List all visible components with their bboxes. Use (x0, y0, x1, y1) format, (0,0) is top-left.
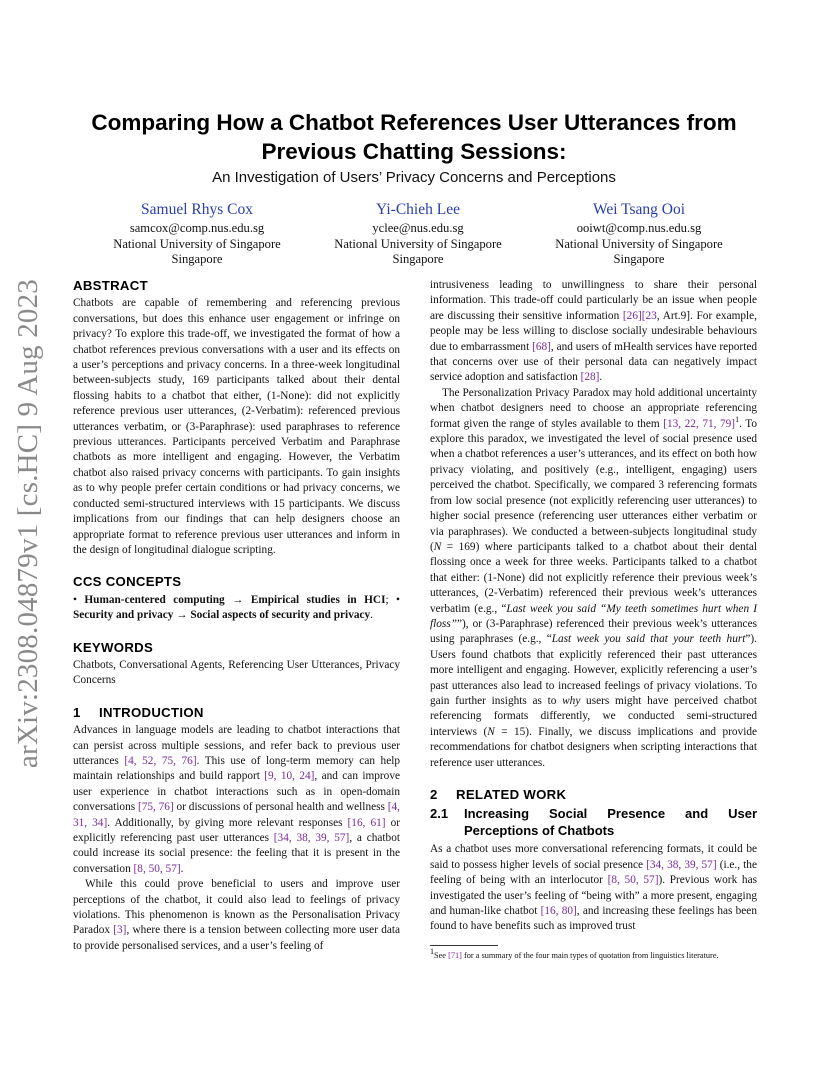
author (92, 200, 302, 268)
author-block (92, 200, 744, 268)
intro-paragraph: While this could prove beneficial to users and improve user perceptions of the chatbot, it could also lead to feelings of privacy violations. This phenomenon is known as the Personalisation Privacy Paradox [3], where there is a tension between collecting more user data to provide personalised services, and a user’s feeling of (73, 878, 401, 952)
author-location: Singapore (171, 252, 223, 267)
paper-title: Comparing How a Chatbot References User Utterances from Previous Chatting Sessions: (91, 110, 737, 164)
subsection-heading: 2.1 Increasing Social Presence and User Perceptions of Chatbots (430, 806, 757, 839)
author-affiliation: National University of Singapore (334, 236, 502, 251)
ccs-text: • Human-centered computing → Empirical studies in HCI; • Security and privacy → Social aspects of security and privacy. (73, 593, 401, 622)
section-heading: 2 RELATED WORK (430, 787, 567, 802)
intro-paragraph: The Personalization Privacy Paradox may hold additional uncertainty when chatbot designers need to choose an appropriate referencing format given the range of styles available to them [13, 22, 71, 79]$^1$. To explore this paradox, we investigated the level of social presence used when a chatbot references a user’s utterances, and its effect on both how privacy violating, and positively (e.g., intelligent, engaging) users perceived the chatbot. Specifically, we compared 3 referencing formats from low social presence (not explicitly referencing user utterances) to higher social presence (referencing user utterances either verbatim or via paraphrases). We conducted a between-subjects longitudinal study (N = 169) where participants talked to a chatbot about their dental flossing once a week for three weeks. Participants talked to a chatbot that either: (1-None) did not explicitly reference their previous week’s utterances, (2-Verbatim) referenced their previous week’s utterances verbatim (e.g., “Last week you said “My teeth sometimes hurt when I floss””), or (3-Paraphrase) referenced their previous week’s utterances using paraphrases (e.g., “Last week you said that your teeth hurt”). Users found chatbots that explicitly referenced their past utterances more intelligent and engaging. However, explicitly referencing a user’s past utterances also lead to increased feelings of privacy violations. To gain further insights as to why users might have perceived chatbot referencing formats differently, we conducted semi-structured interviews (N = 15). Finally, we discuss implications and provide recommendations for chatbot designers when scripting interactions that reference user utterances. (430, 386, 757, 769)
author (313, 200, 523, 268)
abstract-text: Chatbots are capable of remembering and referencing previous conversations, but does this enhance user engagement or infringe on privacy? To explore this trade-off, we investigated the format of how a chatbot references previous conversations with a user and its effects on a user’s perceptions and privacy concerns. In a three-week longitudinal between-subjects study, 169 participants talked about their dental flossing habits to a chatbot that either, (1-None): did not explicitly reference previous user utterances, (2-Verbatim): referenced previous utterances verbatim, or (3-Paraphrase): used paraphrases to reference previous utterances. Participants perceived Verbatim and Paraphrase chatbots as more intelligent and engaging. However, the Verbatim chatbot also raised privacy concerns with participants. To gain insights as to why people prefer certain conditions or had privacy concerns, we conducted semi-structured interviews with 15 participants. We discuss implications from our findings that can help designers choose an appropriate format to reference previous user utterances and inform in the design of longitudinal dialogue scripting. (73, 297, 400, 556)
intro-paragraph: Advances in language models are leading to chatbot interactions that can persist across multiple sessions, and refer back to previous user utterances [4, 52, 75, 76]. This use of long-term memory can help maintain relationships and build rapport [9, 10, 24], and can improve user experience in chatbot interactions such as in open-domain conversations [75, 76] or discussions of personal health and wellness [4, 31, 34]. Additionally, by giving more relevant responses [16, 61] or explicitly referencing past user utterances [34, 38, 39, 57], a chatbot could increase its social presence: the feeling that it is present in the conversation [8, 50, 57]. (73, 724, 400, 875)
intro-paragraph: intrusiveness leading to unwillingness to share their personal information. This trade-off could particularly be an issue when people are discussing their sensitive information [26][23, Art.9]. For example, people may be less willing to disclose socially undesirable behaviours due to embarrassment [68], and users of mHealth services have reported that concerns over use of their personal data can negatively impact service adoption and satisfaction [28]. (430, 279, 757, 384)
ccs-concept-2: Security and privacy → Social aspects of security and privacy (73, 609, 371, 622)
author (534, 200, 744, 268)
paper-subtitle: An Investigation of Users’ Privacy Concerns and Perceptions (212, 169, 616, 186)
ccs-heading: CCS CONCEPTS (73, 574, 182, 590)
author-affiliation: National University of Singapore (113, 236, 281, 251)
abstract-heading: ABSTRACT (73, 278, 148, 293)
author-location: Singapore (613, 252, 665, 267)
section-heading: 1 INTRODUCTION (73, 704, 204, 720)
author-email: ooiwt@comp.nus.edu.sg (576, 221, 702, 235)
author-name[interactable]: Samuel Rhys Cox (141, 201, 253, 218)
author-email: samcox@comp.nus.edu.sg (129, 221, 265, 235)
related-paragraph: As a chatbot uses more conversational referencing formats, it could be said to possess higher levels of social presence [34, 38, 39, 57] (i.e., the feeling of being with an interlocutor [8, 50, 57]). Previous work has investigated the user’s feeling of “being with” a more present, engaging and human-like chatbot [16, 80], and increasing these feelings has been found to have benefits such as improved trust (430, 843, 757, 933)
keywords-text: Chatbots, Conversational Agents, Referencing User Utterances, Privacy Concerns (73, 658, 400, 687)
arxiv-stamp: arXiv:2308.04879v1 [cs.HC] 9 Aug 2023 (11, 279, 44, 769)
footnote: $^1$See [71] for a summary of the four main types of quotation from linguistics literature. (430, 947, 719, 960)
author-email: yclee@nus.edu.sg (372, 221, 464, 235)
ccs-concept-1: Human-centered computing → Empirical studies in HCI (84, 593, 386, 606)
footnote-rule (430, 945, 498, 946)
author-affiliation: National University of Singapore (555, 236, 723, 251)
right-column (430, 278, 757, 961)
author-name[interactable]: Wei Tsang Ooi (592, 201, 686, 218)
author-location: Singapore (392, 252, 444, 267)
keywords-heading: KEYWORDS (73, 639, 154, 655)
left-column (73, 278, 400, 954)
author-name[interactable]: Yi-Chieh Lee (376, 201, 460, 218)
